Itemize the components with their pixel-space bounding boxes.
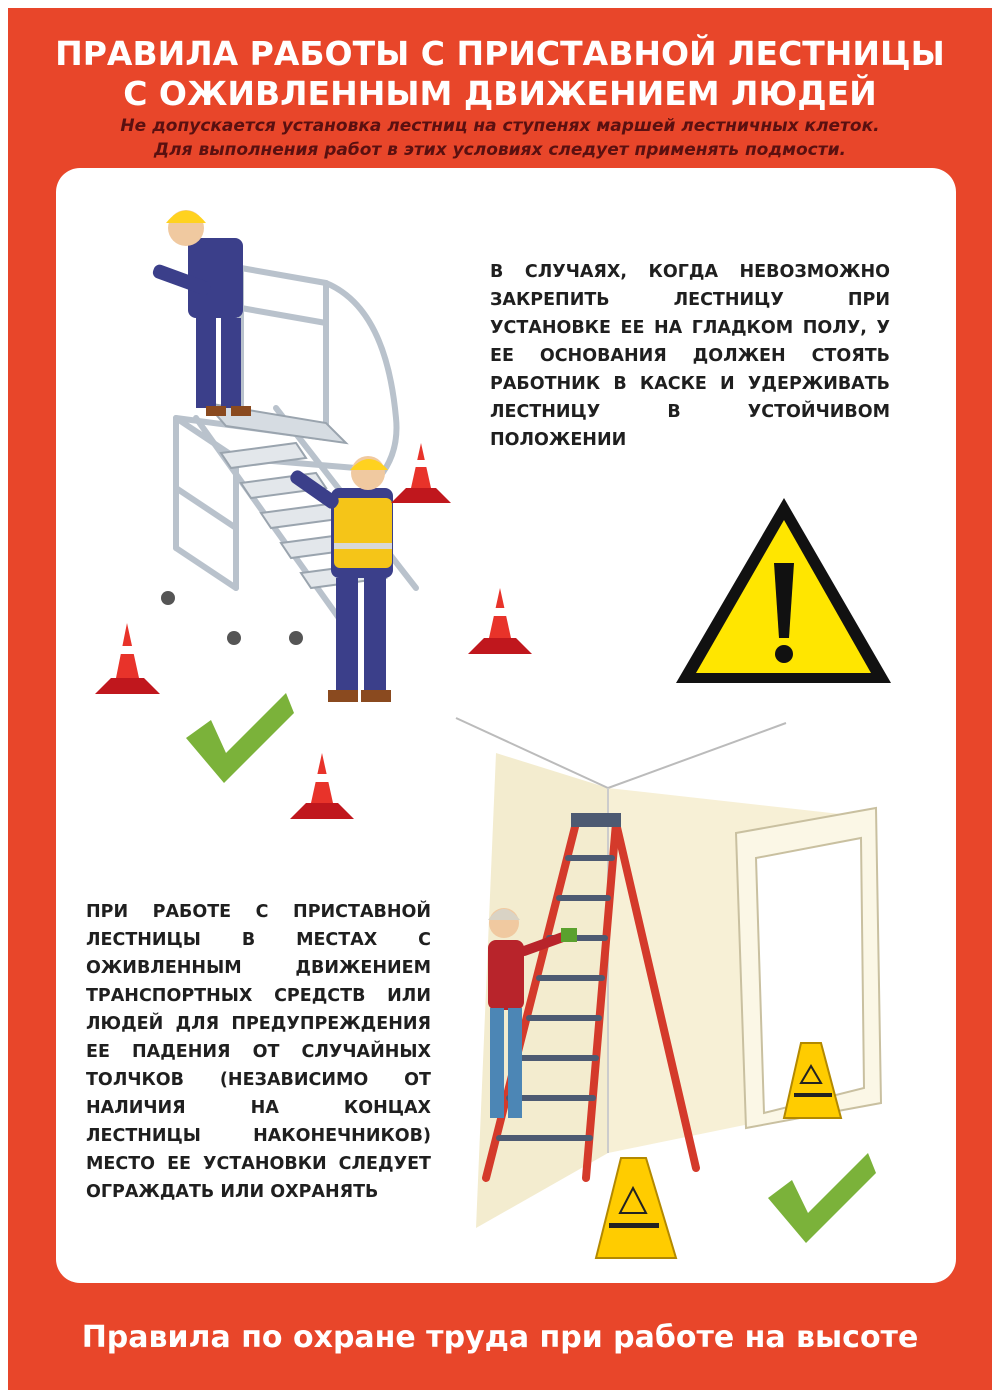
content-panel: [56, 168, 956, 1283]
traffic-cone-icon: [391, 443, 451, 503]
warning-triangle-icon: [676, 498, 891, 683]
title-line-1: ПРАВИЛА РАБОТЫ С ПРИСТАВНОЙ ЛЕСТНИЦЫ: [55, 34, 945, 73]
page-subtitle: [8, 114, 992, 162]
traffic-cone-icon: [290, 753, 354, 819]
bottom-instruction-text: ПРИ РАБОТЕ С ПРИСТАВНОЙ ЛЕСТНИЦЫ В МЕСТАХ С ОЖИВЛЕННЫМ ДВИЖЕНИЕМ ТРАНСПОРТНЫХ СРЕДСТВ ИЛИ ЛЮДЕЙ ДЛЯ ПРЕДУПРЕЖДЕНИЯ ЕЕ ПАДЕНИЯ ОТ СЛУЧАЙНЫХ ТОЛЧКОВ (НЕЗАВИСИМО ОТ НАЛИЧИЯ НА КОНЦАХ ЛЕСТНИЦЫ НАКОНЕЧНИКОВ) МЕСТО ЕЕ УСТАНОВКИ СЛЕДУЕТ ОГРАЖДАТЬ ИЛИ ОХРАНЯТЬ: [86, 902, 431, 1202]
checkmark-icon: [768, 1153, 876, 1243]
traffic-cone-icon: [468, 588, 532, 654]
subtitle-line-1: Не допускается установка лестниц на ступенях маршей лестничных клеток.: [120, 116, 880, 136]
top-instruction-text: В СЛУЧАЯХ, КОГДА НЕВОЗМОЖНО ЗАКРЕПИТЬ ЛЕСТНИЦУ ПРИ УСТАНОВКЕ ЕЕ НА ГЛАДКОМ ПОЛУ, У ЕЕ ОСНОВАНИЯ ДОЛЖЕН СТОЯТЬ РАБОТНИК В КАСКЕ И УДЕРЖИВАТЬ ЛЕСТНИЦУ В УСТОЙЧИВОМ ПОЛОЖЕНИИ: [490, 262, 890, 450]
subtitle-line-2: Для выполнения работ в этих условиях следует применять подмости.: [154, 140, 846, 160]
page-title: [8, 34, 992, 114]
poster: [8, 8, 992, 1390]
title-line-2: С ОЖИВЛЕННЫМ ДВИЖЕНИЕМ ЛЮДЕЙ: [123, 74, 877, 113]
platform-ladder-illustration: [95, 210, 532, 819]
footer-title: Правила по охране труда при работе на высоте: [81, 1320, 919, 1355]
stepladder-illustration: [456, 718, 881, 1258]
traffic-cone-icon: [95, 623, 160, 694]
checkmark-icon: [186, 693, 294, 783]
worker-holding-ladder: [288, 456, 393, 702]
worker-on-platform: [151, 210, 251, 416]
wet-floor-sign-icon: [596, 1158, 676, 1258]
